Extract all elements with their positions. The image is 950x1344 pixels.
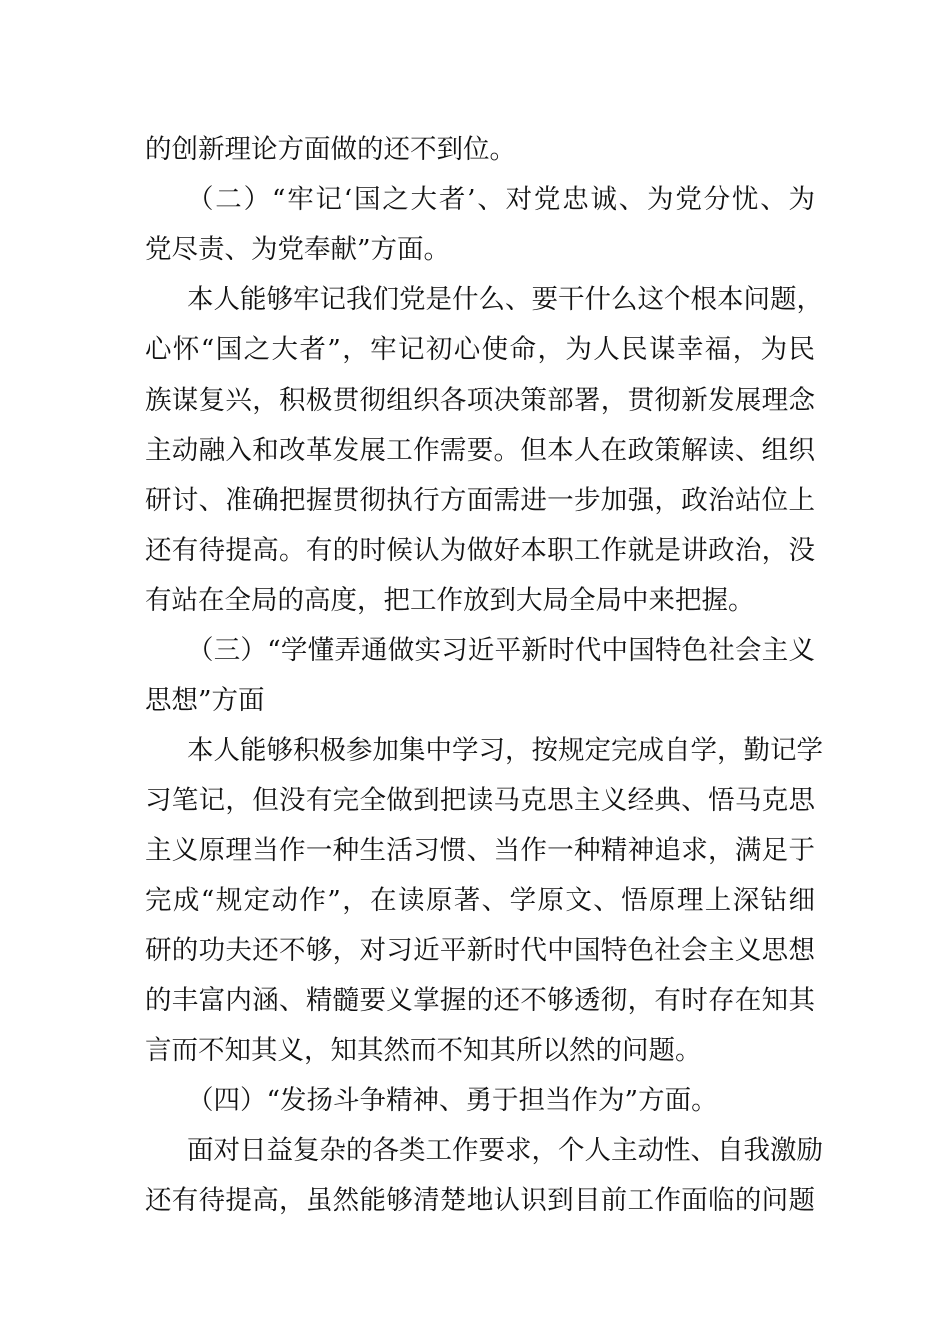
text-line: 还有待提高，虽然能够清楚地认识到目前工作面临的问题 bbox=[145, 1185, 815, 1216]
text-line: 的创新理论方面做的还不到位。 bbox=[145, 134, 516, 165]
text-line: 研的功夫还不够，对习近平新时代中国特色社会主义思想 bbox=[145, 935, 815, 966]
text-line: 本人能够积极参加集中学习，按规定完成自学，勤记学 bbox=[187, 735, 823, 766]
section-heading-continued: 党尽责、为党奉献”方面。 bbox=[145, 234, 451, 265]
text-line: 完成“规定动作”，在读原著、学原文、悟原理上深钻细 bbox=[145, 885, 815, 916]
text-line: 研讨、准确把握贯彻执行方面需进一步加强，政治站位上 bbox=[145, 485, 815, 516]
text-line: 面对日益复杂的各类工作要求，个人主动性、自我激励 bbox=[187, 1135, 823, 1166]
section-heading: （三）“学懂弄通做实习近平新时代中国特色社会主义 bbox=[187, 635, 815, 666]
text-line: 主义原理当作一种生活习惯、当作一种精神追求，满足于 bbox=[145, 835, 815, 866]
text-line: 主动融入和改革发展工作需要。但本人在政策解读、组织 bbox=[145, 435, 815, 466]
text-line: 有站在全局的高度，把工作放到大局全局中来把握。 bbox=[145, 585, 755, 616]
text-line: 还有待提高。有的时候认为做好本职工作就是讲政治，没 bbox=[145, 535, 815, 566]
text-line: 心怀“国之大者”，牢记初心使命，为人民谋幸福，为民 bbox=[145, 334, 815, 365]
section-heading-continued: 思想”方面 bbox=[145, 685, 265, 716]
text-line: 习笔记，但没有完全做到把读马克思主义经典、悟马克思 bbox=[145, 785, 815, 816]
text-line: 族谋复兴，积极贯彻组织各项决策部署，贯彻新发展理念 bbox=[145, 385, 815, 416]
text-line: 本人能够牢记我们党是什么、要干什么这个根本问题， bbox=[187, 284, 823, 315]
text-line: 的丰富内涵、精髓要义掌握的还不够透彻，有时存在知其 bbox=[145, 985, 815, 1016]
text-line: 言而不知其义，知其然而不知其所以然的问题。 bbox=[145, 1035, 702, 1066]
section-heading: （四）“发扬斗争精神、勇于担当作为”方面。 bbox=[187, 1085, 718, 1116]
section-heading: （二）“牢记‘国之大者’、对党忠诚、为党分忧、为 bbox=[187, 184, 815, 215]
